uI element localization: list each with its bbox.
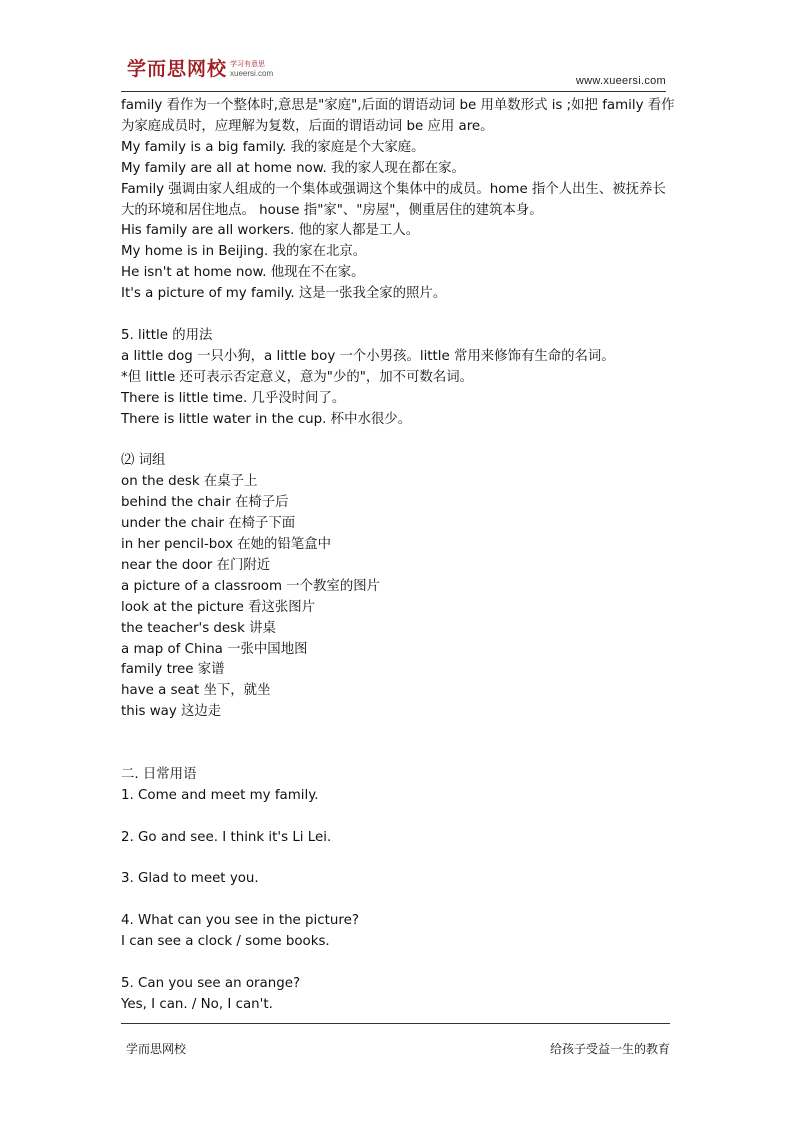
logo-text: 学而思网校 — [127, 58, 228, 80]
text-line: family 看作为一个整体时,意思是"家庭",后面的谓语动词 be 用单数形式 is ;如把 family 看作为家庭成员时，应理解为复数，后面的谓语动词 be 应用 are。 — [121, 98, 675, 134]
text-line: look at the picture 看这张图片 — [121, 599, 316, 615]
text-line: in her pencil-box 在她的铅笔盒中 — [121, 537, 332, 552]
logo-subtext — [230, 60, 273, 79]
header-divider — [121, 91, 666, 92]
text-line: on the desk 在桌子上 — [121, 474, 258, 490]
text-line: Family 强调由家人组成的一个集体或强调这个集体中的成员。home 指个人出生、被抚养长大的环境和居住地点。 house 指"家"、"房屋"，侧重居住的建筑本身。 — [121, 181, 666, 218]
blank-line — [121, 953, 677, 974]
logo-domain: xueersi.com — [230, 69, 274, 78]
document-body — [121, 96, 677, 1016]
text-line: this way 这边走 — [121, 704, 222, 720]
text-line: 4. What can you see in the picture? — [121, 913, 359, 929]
logo-slogan: 学习有意思 — [230, 60, 266, 68]
text-line: under the chair 在椅子下面 — [121, 516, 296, 532]
text-line: He isn't at home now. 他现在不在家。 — [121, 265, 365, 281]
text-line: a map of China 一张中国地图 — [121, 641, 308, 657]
text-line: *但 little 还可表示否定意义，意为"少的"，加不可数名词。 — [121, 369, 474, 385]
xueersi-logo — [127, 58, 273, 80]
blank-line — [121, 744, 677, 765]
blank-line — [121, 723, 677, 744]
text-line: I can see a clock / some books. — [121, 934, 330, 950]
text-line: My home is in Beijing. 我的家在北京。 — [121, 244, 367, 260]
text-line: There is little water in the cup. 杯中水很少。 — [121, 411, 412, 427]
text-line: behind the chair 在椅子后 — [121, 495, 289, 511]
text-line: There is little time. 几乎没时间了。 — [121, 390, 346, 406]
blank-line — [121, 807, 677, 828]
footer-slogan: 给孩子受益一生的教育 — [549, 1042, 670, 1056]
text-line: My family are all at home now. 我的家人现在都在家。 — [121, 160, 465, 176]
text-line: near the door 在门附近 — [121, 557, 271, 573]
text-line: Yes, I can. / No, I can't. — [121, 996, 273, 1012]
footer-brand: 学而思网校 — [126, 1042, 187, 1056]
footer-divider — [121, 1023, 670, 1024]
text-line: 5. Can you see an orange? — [121, 975, 301, 991]
blank-line — [121, 890, 677, 911]
text-line: have a seat 坐下，就坐 — [121, 683, 271, 699]
text-line: 3. Glad to meet you. — [121, 871, 259, 887]
header-url: www.xueersi.com — [575, 75, 666, 87]
text-line: 2. Go and see. I think it's Li Lei. — [121, 829, 332, 845]
page-header — [121, 58, 666, 92]
text-line: 1. Come and meet my family. — [121, 787, 319, 803]
text-line: 二. 日常用语 — [121, 766, 197, 782]
text-line: It's a picture of my family. 这是一张我全家的照片。 — [121, 286, 447, 302]
text-line: a little dog 一只小狗，a little boy 一个小男孩。little 常用来修饰有生命的名词。 — [121, 348, 615, 364]
text-line: family tree 家谱 — [121, 662, 225, 678]
text-line: a picture of a classroom 一个教室的图片 — [121, 578, 380, 594]
text-line: My family is a big family. 我的家庭是个大家庭。 — [121, 139, 425, 155]
blank-line — [121, 430, 677, 451]
text-line: ⑵ 词组 — [121, 453, 166, 469]
blank-line — [121, 305, 677, 326]
text-line: the teacher's desk 讲桌 — [121, 620, 276, 636]
text-line: 5. little 的用法 — [121, 327, 213, 343]
text-line: His family are all workers. 他的家人都是工人。 — [121, 223, 420, 239]
blank-line — [121, 849, 677, 870]
